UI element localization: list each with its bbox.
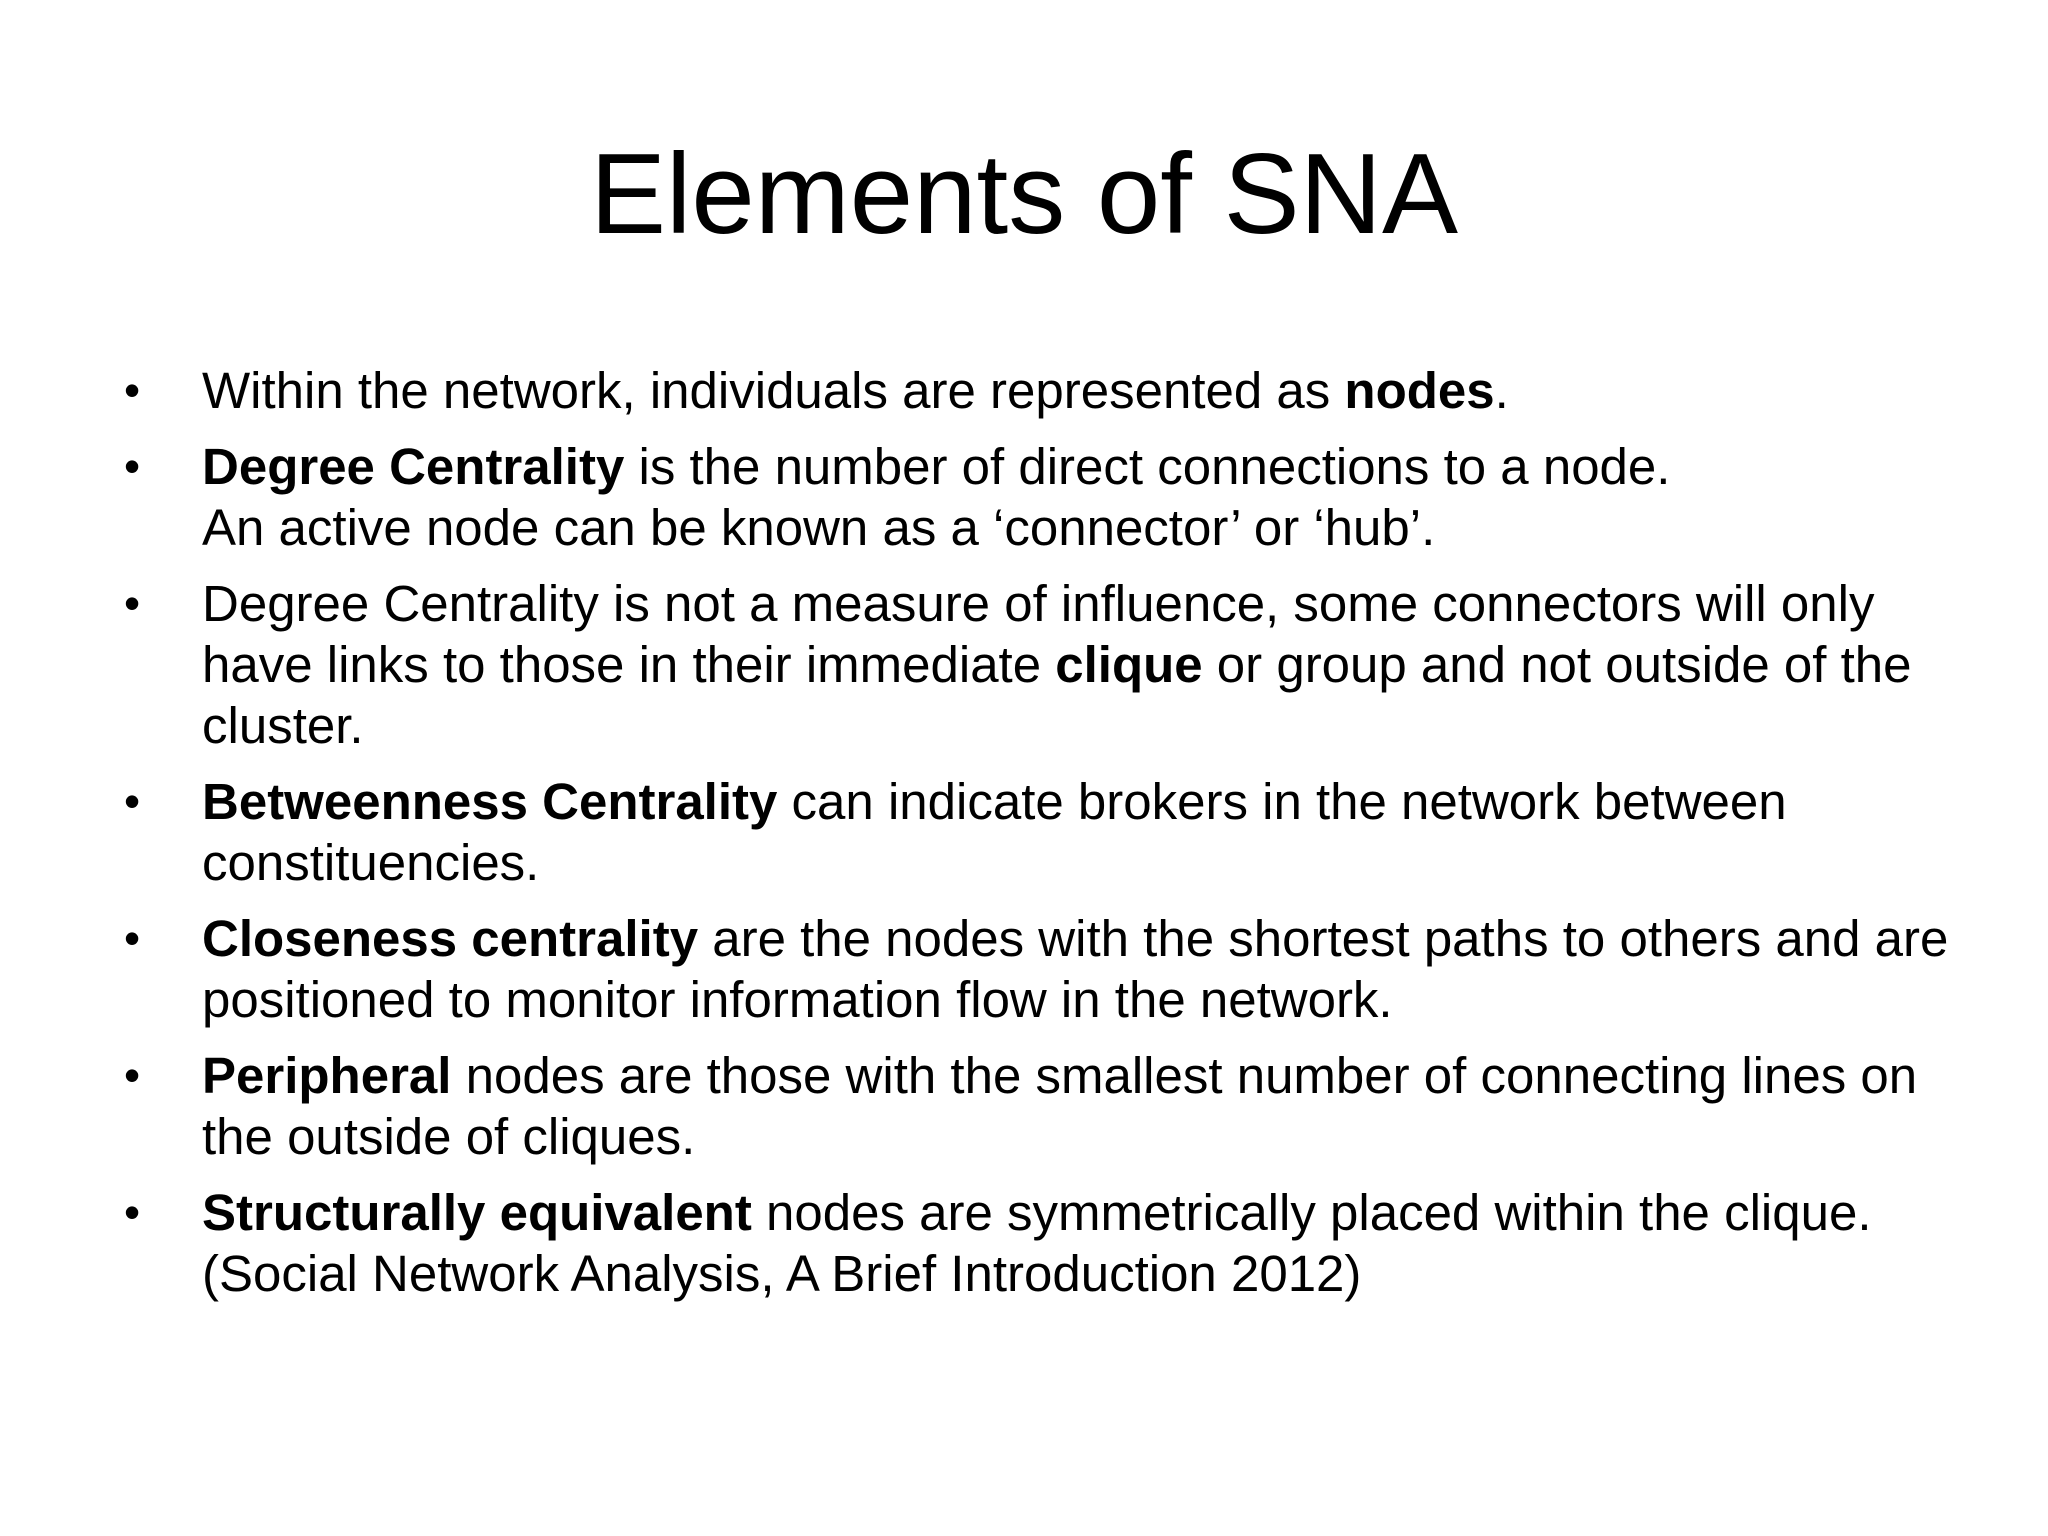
bullet-item — [0, 573, 2048, 756]
bold-term: clique — [1055, 636, 1203, 693]
bullet-item — [0, 771, 2048, 893]
bold-term: Degree Centrality — [202, 438, 625, 495]
bullet-item — [0, 360, 2048, 421]
bullet-text — [202, 438, 1670, 556]
bullet-item — [0, 1045, 2048, 1167]
text-run: can indicate brokers in the network between constituencies. — [202, 773, 1787, 891]
bullet-dot-icon: • — [124, 1049, 141, 1101]
text-run: . — [1494, 362, 1509, 419]
bullet-text — [202, 1047, 1917, 1165]
bold-term: Peripheral — [202, 1047, 452, 1104]
text-run: are the nodes with the shortest paths to others and are positioned to monitor information flow in the network. — [202, 910, 1949, 1028]
bold-term: nodes — [1344, 362, 1495, 419]
bullet-item — [0, 908, 2048, 1030]
bullet-item — [0, 436, 2048, 558]
text-run: is the number of direct connections to a node. — [624, 438, 1671, 495]
bold-term: Structurally equivalent — [202, 1184, 752, 1241]
text-run: Degree Centrality is not a measure of influence, some connectors will only have links to those in their immediate — [202, 575, 1875, 693]
bullet-dot-icon: • — [124, 912, 141, 964]
text-run: nodes are symmetrically placed within the clique. (Social Network Analysis, A Brief Introduction 2012) — [202, 1184, 1872, 1302]
bullet-dot-icon: • — [124, 440, 141, 492]
text-run: or group and not outside of the cluster. — [202, 636, 1912, 754]
bullet-dot-icon: • — [124, 577, 141, 629]
bullet-text — [202, 910, 1948, 1028]
text-run: nodes are those with the smallest number of connecting lines on the outside of cliques. — [202, 1047, 1918, 1165]
bullet-item — [0, 1182, 2048, 1304]
slide-title: Elements of SNA — [589, 131, 1459, 258]
bullet-text — [202, 362, 1509, 419]
bullet-dot-icon: • — [124, 1186, 141, 1238]
bullet-dot-icon: • — [124, 364, 141, 416]
text-run: Within the network, individuals are represented as — [202, 362, 1345, 419]
bullet-text — [202, 575, 1912, 754]
bold-term: Closeness centrality — [202, 910, 699, 967]
bullet-text — [202, 1184, 1872, 1302]
bullet-list — [0, 360, 2048, 1319]
bullet-text — [202, 773, 1787, 891]
bullet-dot-icon: • — [124, 775, 141, 827]
bold-term: Betweenness Centrality — [202, 773, 778, 830]
text-run: An active node can be known as a ‘connector’ or ‘hub’. — [202, 499, 1436, 556]
